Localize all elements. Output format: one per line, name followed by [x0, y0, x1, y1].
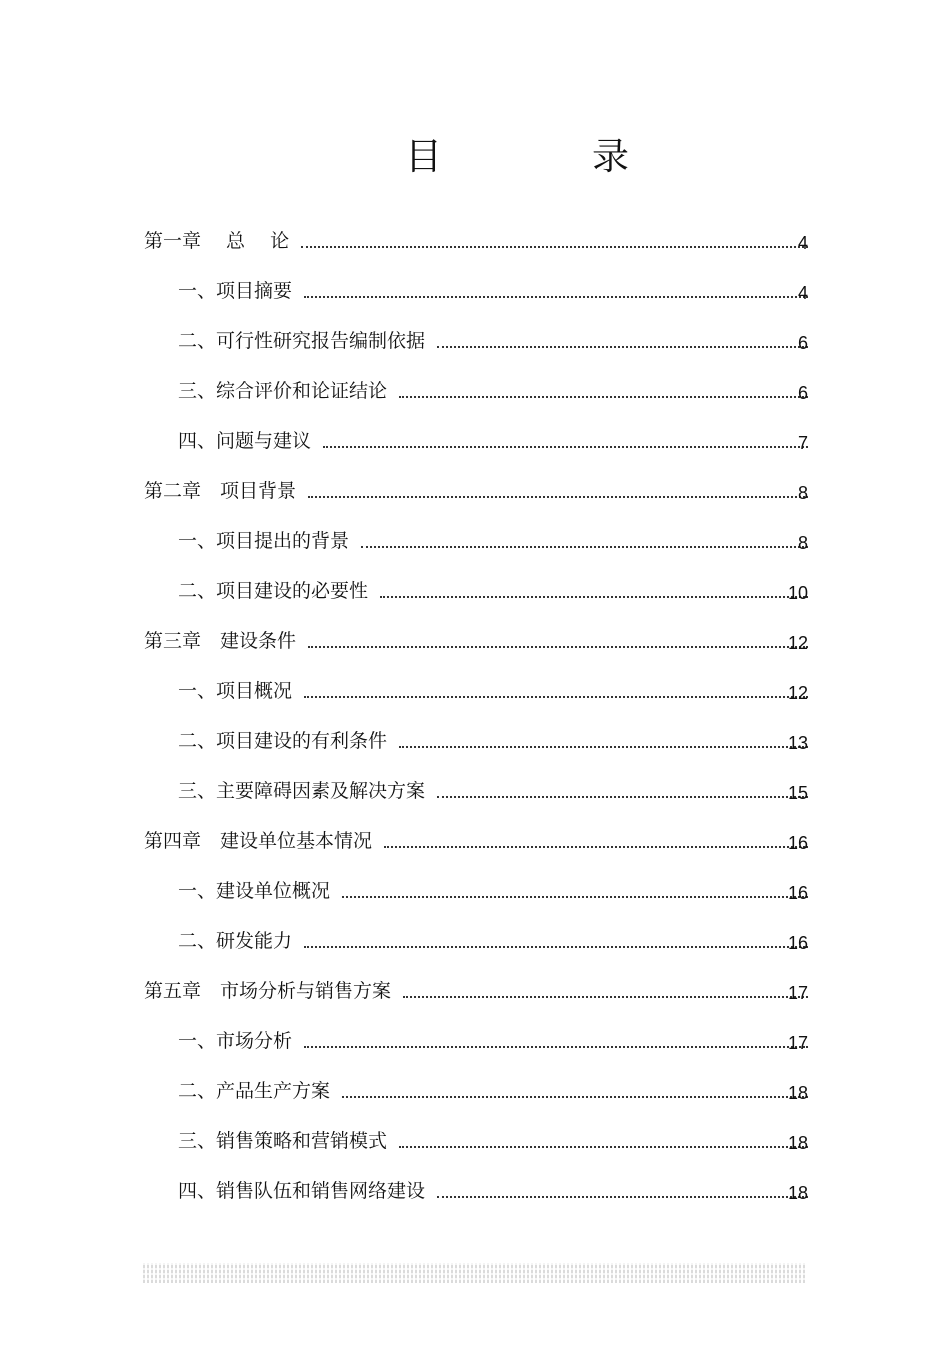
toc-page-number: 12	[787, 683, 808, 703]
toc-dot-leader	[437, 796, 808, 798]
toc-entry-label: 二、产品生产方案	[178, 1080, 331, 1102]
toc-page-number: 4	[797, 233, 808, 253]
toc-section-entry[interactable]	[0, 266, 950, 316]
toc-entry-label: 一、项目概况	[178, 680, 293, 702]
toc-dot-leader	[323, 446, 808, 448]
toc-entry-label: 第五章 市场分析与销售方案	[144, 980, 392, 1002]
toc-dot-leader	[308, 496, 808, 498]
toc-page-number: 16	[787, 833, 808, 853]
toc-entry-label: 一、项目摘要	[178, 280, 293, 302]
toc-dot-leader	[399, 396, 808, 398]
toc-dot-leader	[380, 596, 808, 598]
toc-section-entry[interactable]	[0, 916, 950, 966]
page-title	[0, 133, 950, 183]
toc-entry-label: 第一章 总 论	[144, 230, 290, 252]
toc-page-number: 10	[787, 583, 808, 603]
toc-section-entry[interactable]	[0, 316, 950, 366]
toc-section-entry[interactable]	[0, 716, 950, 766]
title-char-1: 目	[405, 135, 442, 178]
toc-section-entry[interactable]	[0, 1166, 950, 1216]
toc-dot-leader	[304, 946, 808, 948]
toc-page-number: 15	[787, 783, 808, 803]
toc-entry-label: 三、主要障碍因素及解决方案	[178, 780, 426, 802]
toc-section-entry[interactable]	[0, 766, 950, 816]
toc-chapter-entry[interactable]	[0, 466, 950, 516]
toc-chapter-entry[interactable]	[0, 816, 950, 866]
toc-entry-label: 二、项目建设的必要性	[178, 580, 369, 602]
toc-dot-leader	[304, 296, 808, 298]
toc-entry-label: 二、研发能力	[178, 930, 293, 952]
toc-entry-label: 四、销售队伍和销售网络建设	[178, 1180, 426, 1202]
toc-dot-leader	[342, 896, 808, 898]
toc-dot-leader	[304, 1046, 808, 1048]
toc-section-entry[interactable]	[0, 1016, 950, 1066]
toc-page-number: 8	[797, 533, 808, 553]
toc-page-number: 8	[797, 483, 808, 503]
toc-page-number: 12	[787, 633, 808, 653]
toc-section-entry[interactable]	[0, 1116, 950, 1166]
toc-entry-label: 一、建设单位概况	[178, 880, 331, 902]
toc-section-entry[interactable]	[0, 366, 950, 416]
table-of-contents	[0, 216, 950, 1216]
toc-entry-label: 二、项目建设的有利条件	[178, 730, 388, 752]
toc-dot-leader	[308, 646, 808, 648]
toc-entry-label: 三、综合评价和论证结论	[178, 380, 388, 402]
toc-dot-leader	[437, 346, 808, 348]
toc-chapter-entry[interactable]	[0, 966, 950, 1016]
toc-page-number: 13	[787, 733, 808, 753]
toc-entry-label: 第二章 项目背景	[144, 480, 297, 502]
toc-page-number: 4	[797, 283, 808, 303]
toc-page-number: 18	[787, 1183, 808, 1203]
toc-page-number: 18	[787, 1083, 808, 1103]
toc-chapter-entry[interactable]	[0, 616, 950, 666]
toc-page-number: 7	[797, 433, 808, 453]
toc-page-number: 17	[787, 1033, 808, 1053]
toc-entry-label: 三、销售策略和营销模式	[178, 1130, 388, 1152]
toc-entry-label: 第四章 建设单位基本情况	[144, 830, 373, 852]
toc-entry-label: 一、项目提出的背景	[178, 530, 350, 552]
title-char-2: 录	[592, 135, 629, 178]
toc-section-entry[interactable]	[0, 566, 950, 616]
toc-page-number: 17	[787, 983, 808, 1003]
toc-section-entry[interactable]	[0, 1066, 950, 1116]
toc-dot-leader	[437, 1196, 808, 1198]
toc-dot-leader	[384, 846, 808, 848]
toc-dot-leader	[399, 746, 808, 748]
toc-section-entry[interactable]	[0, 516, 950, 566]
toc-dot-leader	[399, 1146, 808, 1148]
toc-dot-leader	[361, 546, 808, 548]
toc-dot-leader	[403, 996, 808, 998]
toc-section-entry[interactable]	[0, 866, 950, 916]
footer-watermark-strip	[143, 1263, 806, 1283]
toc-section-entry[interactable]	[0, 666, 950, 716]
toc-page-number: 6	[797, 383, 808, 403]
toc-dot-leader	[304, 696, 808, 698]
toc-entry-label: 四、问题与建议	[178, 430, 312, 452]
toc-dot-leader	[342, 1096, 808, 1098]
toc-entry-label: 一、市场分析	[178, 1030, 293, 1052]
toc-page-number: 6	[797, 333, 808, 353]
toc-entry-label: 二、可行性研究报告编制依据	[178, 330, 426, 352]
toc-dot-leader	[301, 246, 808, 248]
toc-page-number: 16	[787, 883, 808, 903]
toc-entry-label: 第三章 建设条件	[144, 630, 297, 652]
toc-section-entry[interactable]	[0, 416, 950, 466]
toc-chapter-entry[interactable]	[0, 216, 950, 266]
toc-page-number: 16	[787, 933, 808, 953]
toc-page-number: 18	[787, 1133, 808, 1153]
